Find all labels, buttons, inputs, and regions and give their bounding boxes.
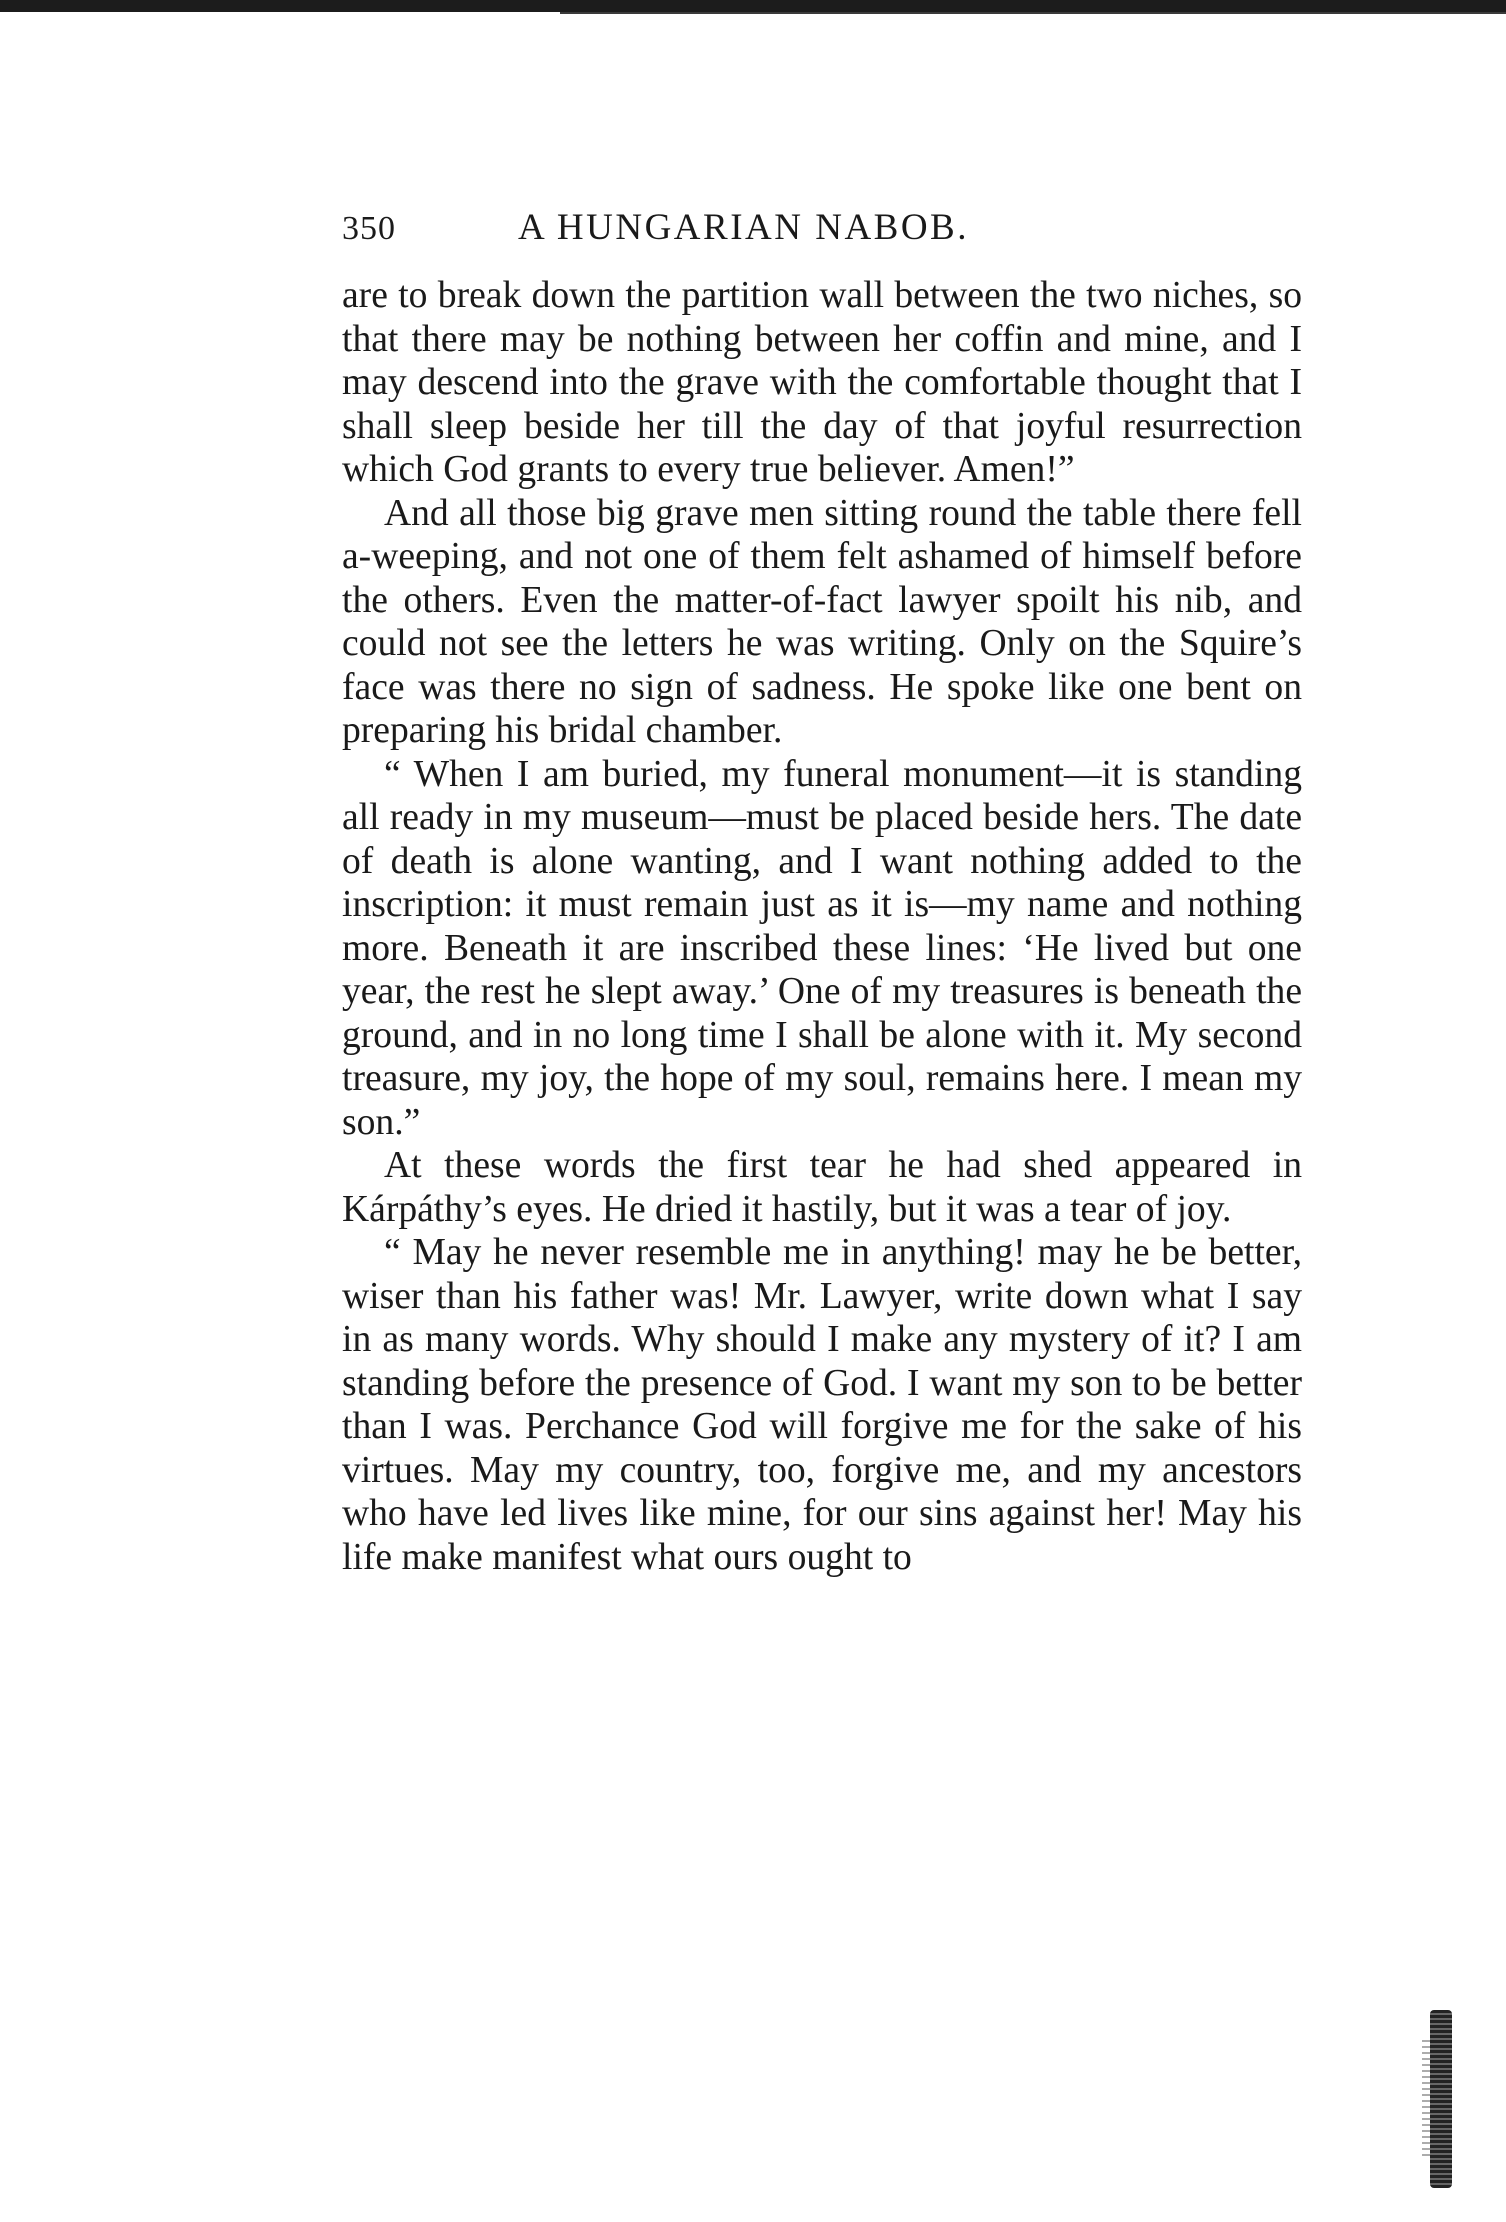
running-title: A HUNGARIAN NABOB.	[518, 207, 969, 248]
page-edge-fringe	[1422, 2040, 1430, 2160]
paragraph-4: At these words the first tear he had shed appeared in Kárpáthy’s eyes. He dried it hastily, but it was a tear of joy.	[342, 1145, 1302, 1230]
top-scan-border	[0, 0, 1506, 12]
page-edge-mark	[1430, 2010, 1452, 2188]
book-page	[342, 200, 1302, 1579]
top-scan-border-thin	[560, 12, 1506, 14]
page-number: 350	[342, 210, 396, 247]
paragraph-1: are to break down the partition wall between the two niches, so that there may be nothing between her coffin and mine, and I may descend into the grave with the comfortable thought that I shall sleep beside her till the day of that joyful resurrection which God grants to every true believer. Amen!”	[342, 275, 1302, 490]
paragraph-5: “ May he never resemble me in anything! may he be better, wiser than his father was! Mr. Lawyer, write down what I say in as many words. Why should I make any mystery of it? I am standing before the presence of God. I want my son to be better than I was. Perchance God will forgive me for the sake of his virtues. May my country, too, forgive me, and my ancestors who have led lives like mine, for our sins against her! May his life make manifest what ours ought to	[342, 1232, 1302, 1578]
paragraph-3: “ When I am buried, my funeral monument—it is standing all ready in my museum—must be placed beside hers. The date of death is alone wanting, and I want nothing added to the inscription: it must remain just as it is—my name and nothing more. Beneath it are inscribed these lines: ‘He lived but one year, the rest he slept away.’ One of my treasures is beneath the ground, and in no long time I shall be alone with it. My second treasure, my joy, the hope of my soul, remains here. I mean my son.”	[342, 753, 1302, 1143]
body-text	[342, 274, 1302, 1579]
running-head	[342, 200, 1302, 264]
paragraph-2: And all those big grave men sitting round the table there fell a-weeping, and not one of them felt ashamed of himself before the others. Even the matter-of-fact lawyer spoilt his nib, and could not see the letters he was writing. Only on the Squire’s face was there no sign of sadness. He spoke like one bent on preparing his bridal chamber.	[342, 492, 1302, 751]
